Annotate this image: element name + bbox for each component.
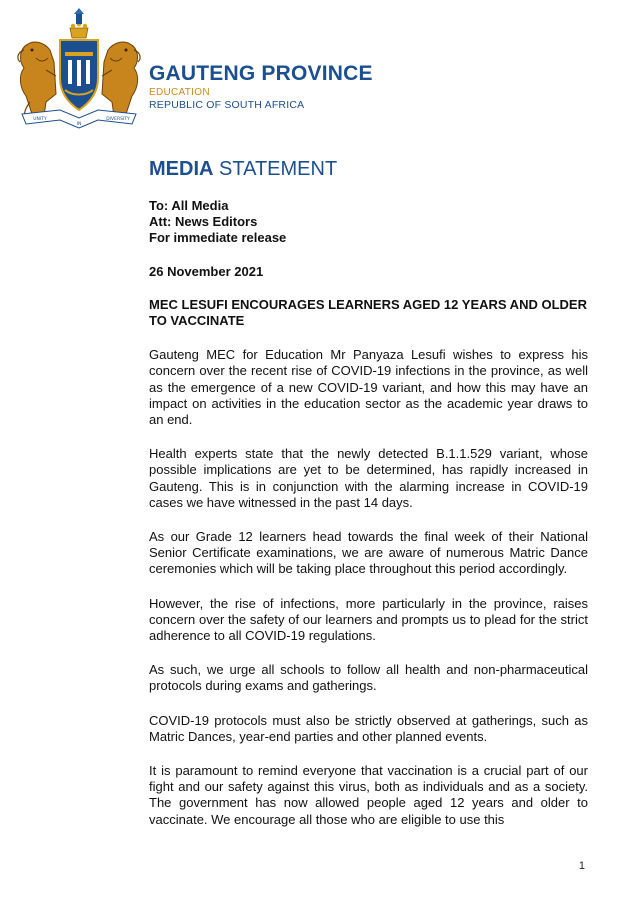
body-paragraph: As such, we urge all schools to follow all health and non-pharmaceutical protocols during exams and gatherings. bbox=[149, 662, 588, 694]
body-paragraph: However, the rise of infections, more particularly in the province, raises concern over the safety of our learners and prompts us to plead for the strict adherence to all COVID-19 regulations. bbox=[149, 595, 588, 644]
statement-headline: MEC LESUFI ENCOURAGES LEARNERS AGED 12 YEARS AND OLDER TO VACCINATE bbox=[149, 296, 587, 329]
motto-word: IN bbox=[76, 122, 82, 127]
body-paragraph: Gauteng MEC for Education Mr Panyaza Lesufi wishes to express his concern over the recent rise of COVID-19 infections in the province, as well as the emergence of a new COVID-19 variant, and how this may have an impact on activities in the education sector as the academic year draws to an end. bbox=[149, 347, 588, 428]
org-country: REPUBLIC OF SOUTH AFRICA bbox=[149, 99, 305, 111]
body-paragraph: COVID-19 protocols must also be strictly observed at gatherings, such as Matric Dances, year-end parties and other planned events. bbox=[149, 712, 588, 744]
release-line: For immediate release bbox=[149, 230, 287, 246]
document-type-heading bbox=[149, 158, 337, 181]
crest-lion-right bbox=[102, 42, 140, 116]
document-type-rest: STATEMENT bbox=[213, 158, 338, 180]
statement-body bbox=[149, 198, 588, 828]
body-paragraph: Health experts state that the newly detected B.1.1.529 variant, whose possible implications are yet to be determined, has rapidly increased in Gauteng. This is in conjunction with the alarming increase in COVID-19 cases we have witnessed in the past 14 days. bbox=[149, 446, 588, 510]
org-name: GAUTENG PROVINCE bbox=[149, 62, 373, 85]
org-department: EDUCATION bbox=[149, 87, 210, 98]
motto-word: DIVERSITY bbox=[106, 117, 130, 122]
body-paragraph: It is paramount to remind everyone that vaccination is a crucial part of our fight and our safety against this virus, both as individuals and as a society. The government has now allowed people aged 12 years and older to vaccinate. We encourage all those who are eligible to use this bbox=[149, 763, 588, 827]
recipient-line: To: All Media bbox=[149, 198, 229, 213]
attention-line: Att: News Editors bbox=[149, 214, 258, 230]
body-paragraph: As our Grade 12 learners head towards the final week of their National Senior Certificate examinations, we are aware of numerous Matric Dance ceremonies which will be taking place throughout this period accordingly. bbox=[149, 529, 588, 577]
coat-of-arms-icon bbox=[10, 6, 148, 134]
page-number: 1 bbox=[578, 860, 585, 872]
crest-shield bbox=[60, 40, 98, 110]
crest-lion-left bbox=[18, 42, 56, 122]
motto-word: UNITY bbox=[33, 117, 47, 122]
statement-date: 26 November 2021 bbox=[149, 263, 264, 279]
crest-crown bbox=[70, 8, 88, 38]
document-type-strong: MEDIA bbox=[149, 158, 214, 180]
crest-motto-banner bbox=[22, 110, 136, 128]
